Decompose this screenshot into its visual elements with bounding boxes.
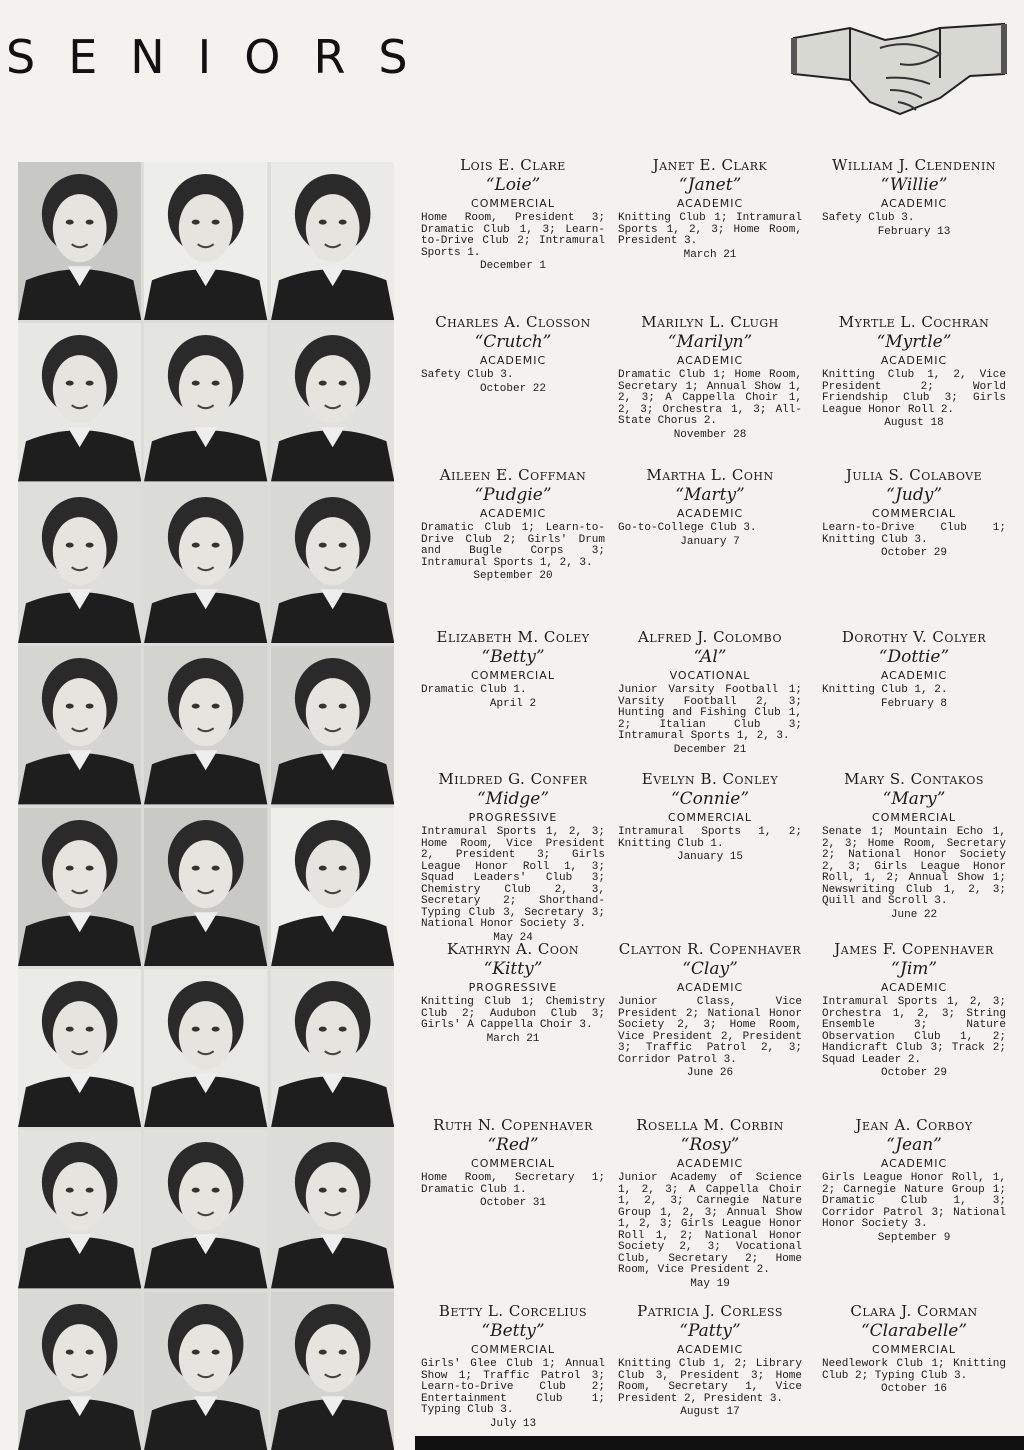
portrait-photo [271,969,394,1127]
portrait-photo [144,808,267,966]
senior-activities: Dramatic Club 1; Home Room, Secretary 1; Annual Show 1, 2, 3; A Cappella Choir 1, 2, 3; Orchestra 1, 3; All-State Chorus 2. [618,369,802,427]
senior-entry [612,156,808,261]
portrait-photo [18,1292,141,1450]
senior-name: Alfred J. Colombo [638,628,782,646]
senior-birthday: May 24 [493,931,533,944]
senior-entry [612,940,808,1080]
senior-name: James F. Copenhaver [834,940,994,958]
senior-course: PROGRESSIVE [468,811,558,824]
senior-entry [415,156,611,273]
senior-nickname: “Kitty” [483,959,543,979]
senior-activities: Intramural Sports 1, 2, 3; Home Room, Vice President 2, President 3; Girls League Honor Roll 1, 3; Squad Leaders' Club 3; Chemistry Club 2, 3, Secretary 2; Shorthand-Typing Club 3, Secretary 3; National Honor Society 3. [421,826,605,930]
senior-birthday: February 13 [877,225,951,238]
senior-nickname: “Betty” [481,1321,545,1341]
portrait-photo [144,485,267,643]
senior-nickname: “Marilyn” [667,332,753,352]
senior-nickname: “Janet” [678,175,742,195]
senior-activities: Knitting Club 1, 2. [822,684,948,696]
senior-entry [612,1302,808,1419]
senior-activities: Knitting Club 1; Intramural Sports 1, 2, 3; Home Room, President 3. [618,212,802,247]
senior-name: Mary S. Contakos [844,770,984,788]
senior-nickname: “Jim” [890,959,938,979]
senior-course: COMMERCIAL [872,1343,956,1356]
portrait-photo [144,162,267,320]
senior-activities: Dramatic Club 1. [421,684,527,696]
senior-course: ACADEMIC [676,981,744,994]
senior-birthday: April 2 [489,697,537,710]
senior-nickname: “Midge” [476,789,550,809]
senior-nickname: “Betty” [481,647,545,667]
senior-activities: Learn-to-Drive Club 1; Knitting Club 3. [822,522,1006,546]
senior-course: ACADEMIC [479,354,547,367]
senior-nickname: “Al” [693,647,727,667]
portrait-photo [18,162,141,320]
portrait-photo [144,1130,267,1288]
senior-activities: Home Room, Secretary 1; Dramatic Club 1. [421,1172,605,1196]
senior-birthday: January 15 [676,851,743,863]
senior-activities: Go-to-College Club 3. [618,522,757,534]
portrait-photo [271,485,394,643]
portrait-photo [144,969,267,1127]
portrait-grid [18,162,394,1450]
senior-entry [816,940,1012,1080]
senior-birthday: February 8 [880,697,947,710]
senior-name: Betty L. Corcelius [438,1302,588,1320]
senior-course: COMMERCIAL [668,811,752,824]
senior-birthday: October 29 [880,547,947,559]
senior-nickname: “Mary” [882,789,946,809]
senior-birthday: September 9 [877,1231,951,1244]
senior-activities: Knitting Club 1; Chemistry Club 2; Audubon Club 3; Girls' A Cappella Choir 3. [421,996,605,1031]
senior-course: ACADEMIC [479,507,547,520]
senior-nickname: “Loie” [485,175,541,195]
senior-nickname: “Marty” [675,485,745,505]
senior-entry [415,770,611,944]
senior-activities: Home Room, President 3; Dramatic Club 1, 3; Learn-to-Drive Club 2; Intramural Sports 1. [421,212,605,259]
senior-activities: Intramural Sports 1, 2; Knitting Club 1. [618,826,802,850]
senior-entry [816,1116,1012,1244]
senior-course: ACADEMIC [676,507,744,520]
senior-entry [816,466,1012,560]
portrait-photo [18,1130,141,1288]
portrait-photo [144,1292,267,1450]
senior-birthday: March 21 [486,1032,540,1045]
senior-name: Ruth N. Copenhaver [433,1116,593,1134]
senior-birthday: December 21 [673,743,747,756]
portrait-photo [18,646,141,804]
senior-activities: Safety Club 3. [822,212,915,224]
senior-name: Myrtle L. Cochran [838,313,990,331]
senior-entry [415,628,611,710]
senior-course: ACADEMIC [676,197,744,210]
page-title: SENIORS [6,30,441,84]
senior-entry [415,1116,611,1210]
senior-course: VOCATIONAL [669,669,751,682]
senior-activities: Girls' Glee Club 1; Annual Show 1; Traffic Patrol 3; Learn-to-Drive Club 2; Entertainment Club 1; Typing Club 3. [421,1358,605,1416]
portrait-photo [144,646,267,804]
senior-birthday: October 31 [479,1197,546,1209]
senior-birthday: September 20 [473,570,553,582]
senior-entry [415,466,611,583]
senior-name: Aileen E. Coffman [439,466,587,484]
senior-activities: Junior Varsity Football 1; Varsity Football 2, 3; Hunting and Fishing Club 1, 2; Italian Club 3; Intramural Sports 1, 2, 3. [618,684,802,742]
senior-name: William J. Clendenin [832,156,996,174]
senior-birthday: January 7 [680,535,740,548]
senior-name: Clayton R. Copenhaver [618,940,802,958]
senior-activities: Needlework Club 1; Knitting Club 2; Typing Club 3. [822,1358,1006,1382]
senior-course: ACADEMIC [880,981,948,994]
senior-name: Julia S. Colabove [845,466,983,484]
senior-birthday: November 28 [673,428,747,441]
portrait-photo [18,969,141,1127]
senior-activities: Girls League Honor Roll, 1, 2; Carnegie Nature Group 1; Dramatic Club 1, 3; Corridor Patrol 3; National Honor Society 3. [822,1172,1006,1230]
senior-course: ACADEMIC [880,354,948,367]
senior-name: Lois E. Clare [460,156,566,174]
portrait-photo [271,808,394,966]
senior-birthday: October 22 [479,382,546,395]
senior-activities: Safety Club 3. [421,369,514,381]
senior-nickname: “Myrtle” [876,332,952,352]
portrait-photo [271,1130,394,1288]
senior-entry [612,466,808,548]
senior-entry [415,940,611,1045]
senior-course: ACADEMIC [676,354,744,367]
senior-course: ACADEMIC [880,197,948,210]
senior-course: ACADEMIC [880,669,948,682]
senior-birthday: October 16 [880,1383,947,1395]
portrait-photo [271,1292,394,1450]
senior-nickname: “Jean” [886,1135,942,1155]
senior-activities: Junior Academy of Science 1, 2, 3; A Cappella Choir 1, 2, 3; Carnegie Nature Group 1, 2, 3; Annual Show 1, 2, 3; Girls League Honor Roll 1, 2; National Honor Society 2, 3; Vocational Club, Secretary 2; Home Room, Vice President 2. [618,1172,802,1276]
senior-nickname: “Connie” [670,789,750,809]
senior-birthday: July 13 [489,1417,537,1430]
senior-birthday: October 29 [880,1067,947,1079]
senior-nickname: “Red” [487,1135,539,1155]
senior-entry [612,770,808,864]
senior-nickname: “Pudgie” [474,485,552,505]
senior-course: ACADEMIC [676,1157,744,1170]
portrait-photo [18,485,141,643]
senior-course: COMMERCIAL [471,1157,555,1170]
senior-name: Martha L. Cohn [646,466,774,484]
senior-nickname: “Clarabelle” [860,1321,968,1341]
senior-entry [415,313,611,395]
senior-activities: Intramural Sports 1, 2, 3; Orchestra 1, 2, 3; String Ensemble 3; Nature Observation Club 1, 2; Handicraft Club 3; Track 2; Squad Leader 2. [822,996,1006,1066]
senior-course: COMMERCIAL [471,197,555,210]
senior-birthday: May 19 [690,1277,730,1290]
senior-name: Rosella M. Corbin [636,1116,784,1134]
senior-name: Mildred G. Confer [438,770,588,788]
senior-birthday: August 18 [884,417,944,429]
senior-birthday: August 17 [680,1406,740,1418]
senior-course: ACADEMIC [880,1157,948,1170]
portrait-photo [271,646,394,804]
senior-name: Patricia J. Corless [637,1302,783,1320]
senior-name: Jean A. Corboy [855,1116,973,1134]
portrait-photo [271,323,394,481]
senior-entry [612,628,808,756]
senior-name: Elizabeth M. Coley [436,628,590,646]
senior-entry [816,1302,1012,1396]
senior-course: PROGRESSIVE [468,981,558,994]
senior-name: Charles A. Closson [435,313,591,331]
senior-nickname: “Rosy” [680,1135,740,1155]
senior-nickname: “Willie” [880,175,948,195]
senior-birthday: June 22 [890,908,938,921]
senior-entry [612,313,808,441]
senior-entry [415,1302,611,1430]
senior-name: Evelyn B. Conley [641,770,779,788]
senior-birthday: March 21 [683,248,737,261]
senior-birthday: June 26 [686,1067,734,1079]
senior-name: Marilyn L. Clugh [641,313,779,331]
senior-entry [816,628,1012,710]
senior-nickname: “Dottie” [878,647,950,667]
senior-name: Kathryn A. Coon [446,940,580,958]
senior-name: Dorothy V. Colyer [841,628,987,646]
portrait-photo [18,323,141,481]
senior-nickname: “Crutch” [474,332,552,352]
portrait-photo [144,323,267,481]
senior-entry [816,770,1012,921]
senior-activities: Junior Class, Vice President 2; National Honor Society 2, 3; Home Room, Vice President 2, President 3; Traffic Patrol 2, 3; Corridor Patrol 3. [618,996,802,1066]
senior-course: COMMERCIAL [471,1343,555,1356]
portrait-photo [271,162,394,320]
handshake-illustration [790,18,1008,118]
senior-course: COMMERCIAL [471,669,555,682]
senior-activities: Dramatic Club 1; Learn-to-Drive Club 2; Girls' Drum and Bugle Corps 3; Intramural Sports 1, 2, 3. [421,522,605,569]
senior-nickname: “Judy” [885,485,943,505]
senior-nickname: “Clay” [682,959,738,979]
senior-nickname: “Patty” [679,1321,741,1341]
senior-course: COMMERCIAL [872,811,956,824]
bottom-rule [415,1436,1024,1450]
senior-birthday: December 1 [479,260,546,272]
senior-entry [612,1116,808,1290]
portrait-photo [18,808,141,966]
senior-activities: Senate 1; Mountain Echo 1, 2, 3; Home Room, Secretary 2; National Honor Society 2, 3; Girls League Honor Roll, 1, 2; Annual Show 1; Newswriting Club 1, 2, 3; Quill and Scroll 3. [822,826,1006,907]
senior-course: COMMERCIAL [872,507,956,520]
senior-course: ACADEMIC [676,1343,744,1356]
senior-activities: Knitting Club 1, 2, Vice President 2; World Friendship Club 3; Girls League Honor Roll 2. [822,369,1006,416]
senior-name: Janet E. Clark [652,156,768,174]
senior-entry [816,156,1012,238]
senior-activities: Knitting Club 1, 2; Library Club 3, President 3; Home Room, Secretary 1, Vice President 2, President 3. [618,1358,802,1405]
senior-entry [816,313,1012,430]
senior-name: Clara J. Corman [850,1302,978,1320]
